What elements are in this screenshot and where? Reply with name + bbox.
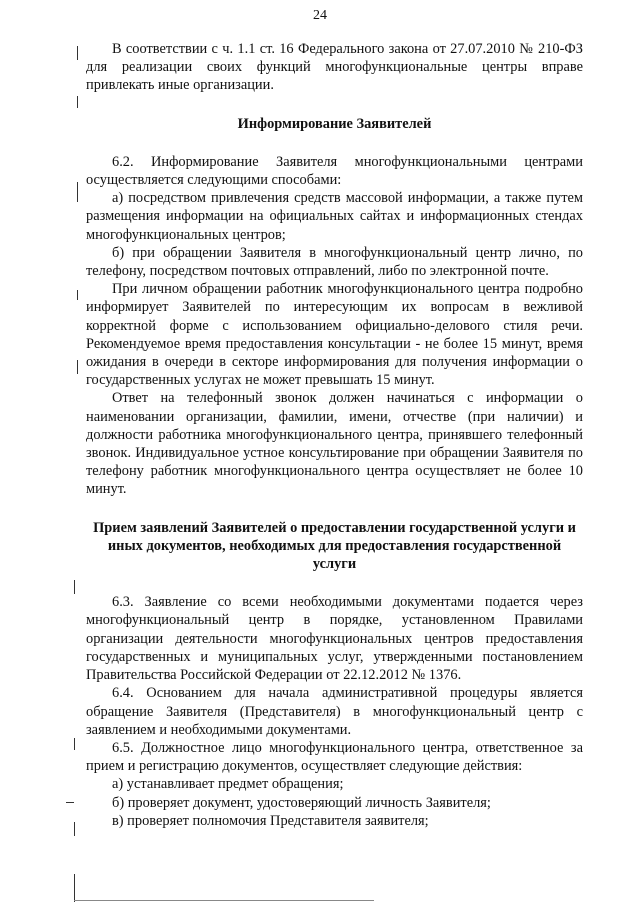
scan-margin-mark — [66, 802, 74, 803]
list-item-c-authority: в) проверяет полномочия Представителя заявителя; — [112, 812, 429, 829]
scan-bottom-line — [74, 900, 374, 901]
list-item-a-subject: а) устанавливает предмет обращения; — [112, 776, 344, 793]
section-heading-reception: Прием заявлений Заявителей о предоставлении государственной услуги и иных документов, необходимых для предоставления государственной услуги — [93, 519, 576, 573]
scan-margin-mark — [77, 96, 78, 108]
page-number: 24 — [313, 8, 327, 23]
paragraph-6-2: 6.2. Информирование Заявителя многофункциональными центрами осуществляется следующими способами: — [86, 153, 583, 189]
scan-margin-mark — [77, 290, 78, 300]
list-item-b-contact: б) при обращении Заявителя в многофункциональный центр лично, по телефону, посредством почтовых отправлений, либо по электронной почте. — [86, 244, 583, 280]
paragraph-6-4: 6.4. Основанием для начала административной процедуры является обращение Заявителя (Представителя) в многофункциональный центр с заявлением и необходимыми документами. — [86, 685, 583, 738]
scan-margin-mark — [74, 738, 75, 750]
scan-margin-mark — [77, 360, 78, 374]
section-heading-informing: Информирование Заявителей — [237, 115, 432, 132]
paragraph-personal-visit: При личном обращении работник многофункционального центра подробно информирует Заявителей по интересующим их вопросам в вежливой корректной форме с использованием официально-делового стиля речи. Рекомендуемое время предоставления консультации - не более 15 минут, время ожидания в очереди в секторе информирования для получения информации о государственных услугах не может превышать 15 минут. — [86, 281, 583, 389]
paragraph-6-5: 6.5. Должностное лицо многофункционального центра, ответственное за прием и регистрацию документов, осуществляет следующие действия: — [86, 739, 583, 775]
intro-paragraph: В соответствии с ч. 1.1 ст. 16 Федерального закона от 27.07.2010 № 210-ФЗ для реализации своих функций многофункциональные центры вправе привлекать иные организации. — [86, 41, 583, 94]
paragraph-6-3: 6.3. Заявление со всеми необходимыми документами подается через многофункциональный центр в порядке, установленном Правилами организации деятельности многофункциональных центров предоставления государственных и муниципальных услуг, утвержденными постановлением Правительства Российской Федерации от 22.12.2012 № 1376. — [86, 594, 583, 684]
list-item-a-media: а) посредством привлечения средств массовой информации, а также путем размещения информации на официальных сайтах и информационных стендах многофункциональных центров; — [86, 190, 583, 243]
scan-margin-mark — [74, 580, 75, 594]
scan-margin-mark — [77, 182, 78, 202]
scan-margin-mark — [74, 874, 75, 902]
list-item-b-identity: б) проверяет документ, удостоверяющий личность Заявителя; — [112, 794, 491, 811]
scan-margin-mark — [74, 822, 75, 836]
scan-margin-mark — [77, 46, 78, 60]
document-body — [86, 40, 583, 830]
paragraph-phone-call: Ответ на телефонный звонок должен начинаться с информации о наименовании организации, фамилии, имени, отчестве (при наличии) и должности работника многофункционального центра, принявшего телефонный звонок. Индивидуальное устное консультирование при обращении Заявителя по телефону работник многофункционального центра осуществляет не более 10 минут. — [86, 390, 583, 498]
